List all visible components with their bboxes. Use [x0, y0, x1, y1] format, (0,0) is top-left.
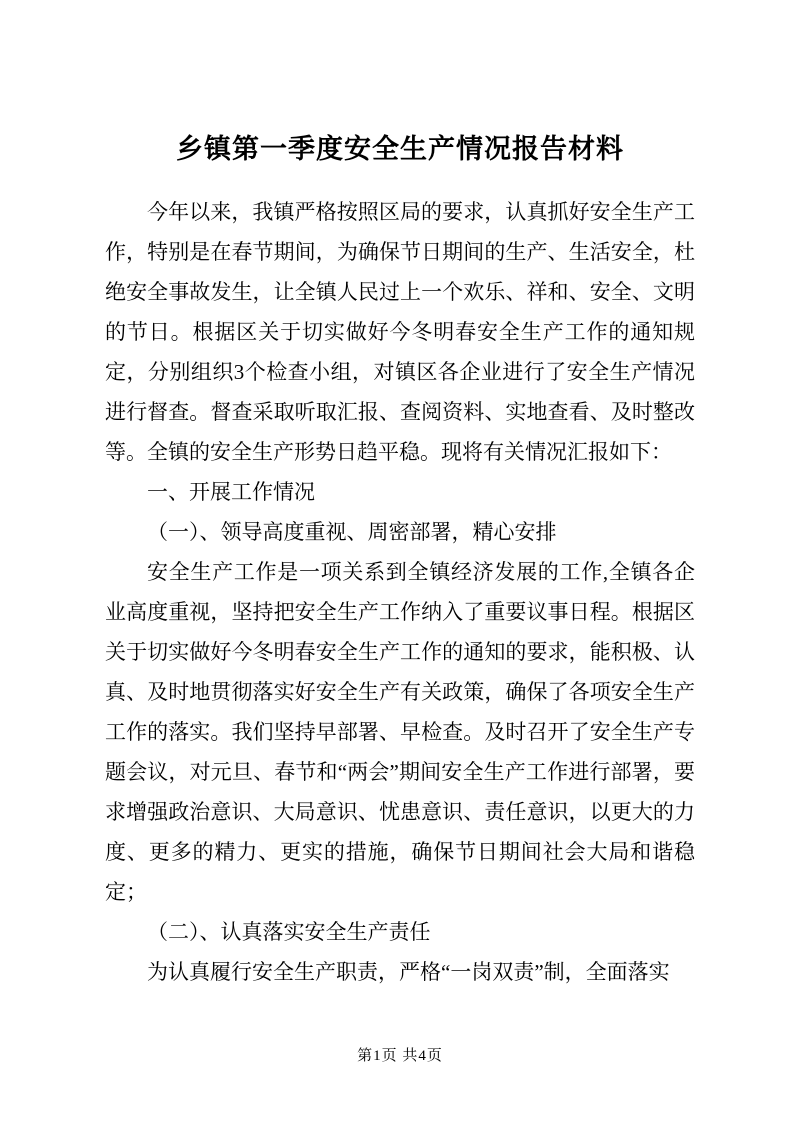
paragraph: （二）、认真落实安全生产责任: [147, 920, 431, 944]
paragraph: 安全生产工作是一项关系到全镇经济发展的工作,全镇各企业高度重视，坚持把安全生产工作纳入了重要议事日程。根据区关于切实做好今冬明春安全生产工作的通知的要求，能积极、认真、及时地贯彻落实好安全生产有关政策，确保了各项安全生产工作的落实。我们坚持早部署、早检查。及时召开了安全生产专题会议，对元旦、春节和“两会”期间安全生产工作进行部署，要求增强政治意识、大局意识、忧患意识、责任意识，以更大的力度、更多的精力、更实的措施，确保节日期间社会大局和谐稳定；: [105, 560, 695, 904]
paragraph: 为认真履行安全生产职责，严格“一岗双责”制，全面落实: [147, 960, 670, 984]
page-footer: [0, 1044, 800, 1065]
paragraph: 一、开展工作情况: [147, 480, 315, 504]
document-body: [105, 192, 695, 992]
paragraph: 今年以来，我镇严格按照区局的要求，认真抓好安全生产工作，特别是在春节期间，为确保节日期间的生产、生活安全，杜绝安全事故发生，让全镇人民过上一个欢乐、祥和、安全、文明的节日。根据区关于切实做好今冬明春安全生产工作的通知规定，分别组织3个检查小组，对镇区各企业进行了安全生产情况进行督查。督查采取听取汇报、查阅资料、实地查看、及时整改等。全镇的安全生产形势日趋平稳。现将有关情况汇报如下：: [105, 200, 695, 464]
page-number-label: 第1页 共4页: [357, 1048, 443, 1064]
paragraph: （一）、领导高度重视、周密部署，精心安排: [147, 520, 557, 544]
document-title: 乡镇第一季度安全生产情况报告材料: [176, 134, 624, 164]
